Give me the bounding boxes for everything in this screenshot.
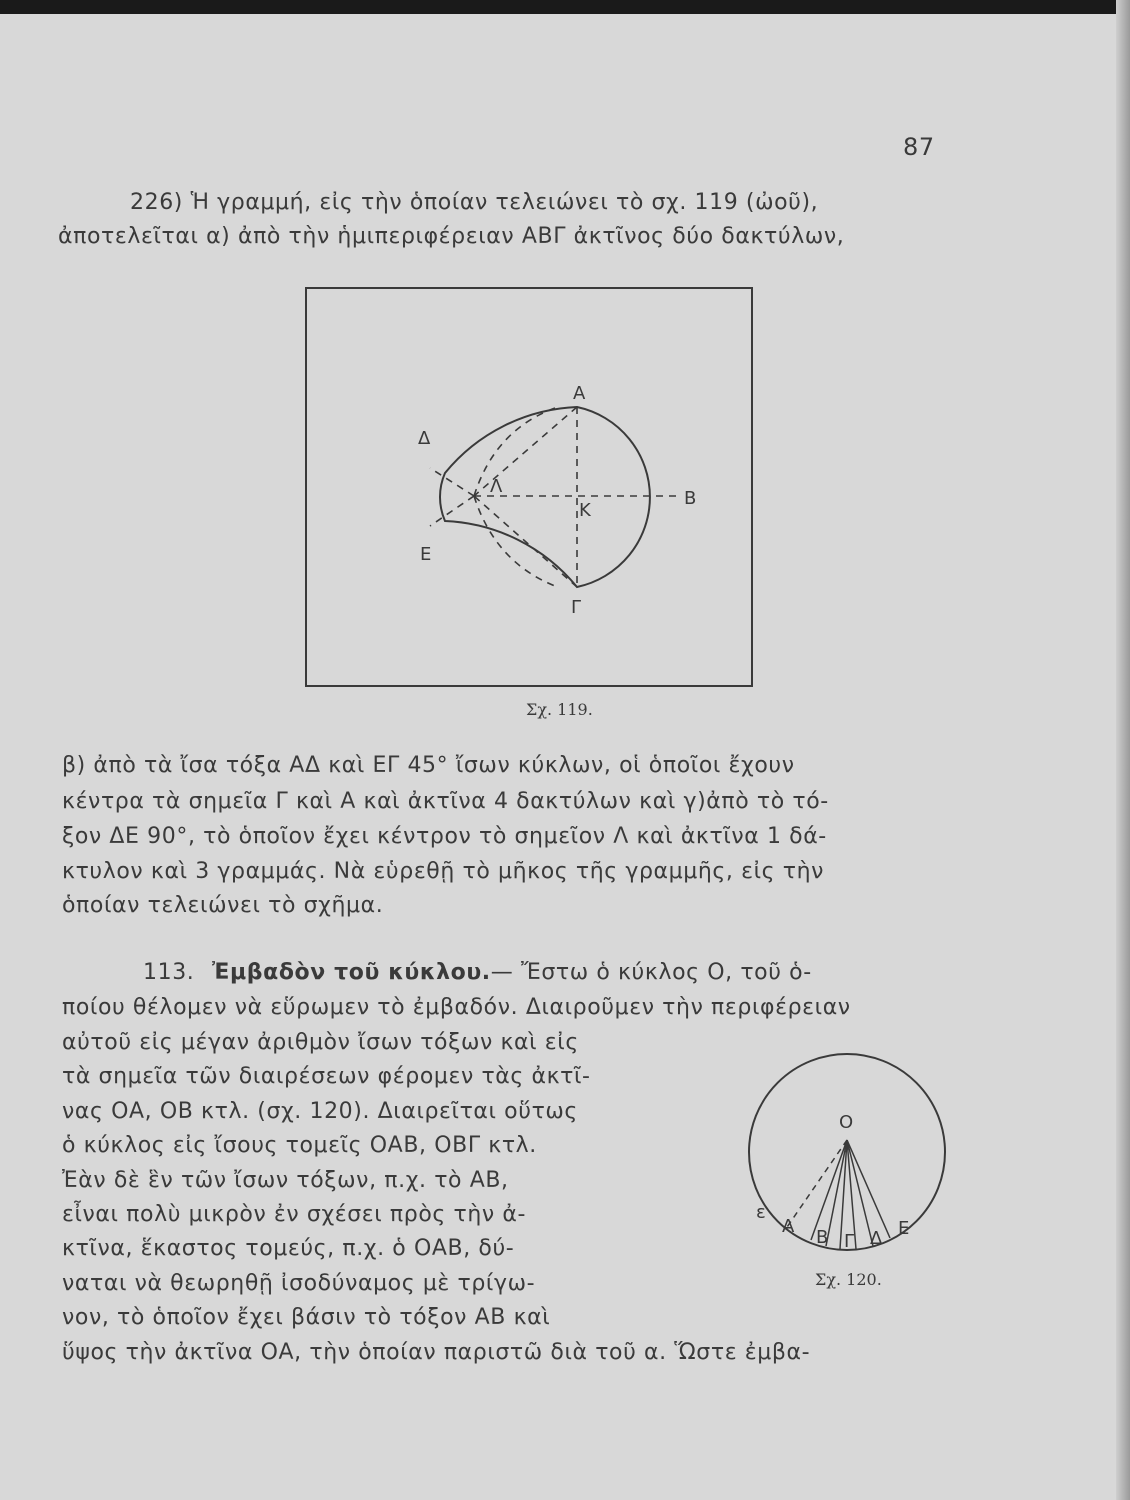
section-113-narrow-line-9: νον, τὸ ὁποῖον ἔχει βάσιν τὸ τόξον ΑΒ καὶ (62, 1305, 551, 1330)
problem-226-cont-line-2: κέντρα τὰ σημεῖα Γ καὶ Α καὶ ἀκτῖνα 4 δακτύλων καὶ γ)ἀπὸ τὸ τό- (62, 789, 829, 814)
fig120-label-D: Δ (870, 1228, 883, 1249)
fig120-label-O: Ο (839, 1112, 854, 1133)
problem-226-line-1: 226) Ἡ γραμμή, εἰς τὴν ὁποίαν τελειώνει τὸ σχ. 119 (ὠοῦ), (130, 190, 819, 215)
fig120-label-G: Γ (844, 1231, 855, 1252)
scan-top-border (0, 0, 1130, 14)
fig119-label-B: Β (684, 488, 697, 509)
section-113-last-line: ὕψος τὴν ἀκτῖνα ΟΑ, τὴν ὁποίαν παριστῶ διὰ τοῦ α. Ὥστε ἐμβα- (62, 1340, 811, 1365)
figure-120 (740, 1050, 960, 1270)
figure-119 (290, 280, 770, 700)
fig119-label-E: Ε (420, 544, 432, 565)
fig119-label-A: Α (573, 383, 586, 404)
section-113-narrow-line-5: Ἐὰν δὲ ἓν τῶν ἴσων τόξων, π.χ. τὸ ΑΒ, (62, 1168, 509, 1193)
scan-right-edge (1116, 0, 1130, 1500)
section-113-narrow-line-6: εἶναι πολὺ μικρὸν ἐν σχέσει πρὸς τὴν ἀ- (62, 1202, 527, 1227)
fig120-label-E: Ε (898, 1218, 910, 1239)
fig120-label-eps: ε (756, 1202, 766, 1223)
fig119-label-D: Δ (418, 428, 431, 449)
fig120-label-B: Β (816, 1227, 829, 1248)
figure-120-caption: Σχ. 120. (815, 1270, 882, 1289)
figure-119-radius-LD (430, 468, 474, 496)
problem-226-line-2: ἀποτελεῖται α) ἀπὸ τὴν ἡμιπεριφέρειαν ΑΒΓ ἀκτῖνος δύο δακτύλων, (58, 224, 845, 249)
section-number: 113. (143, 960, 195, 985)
section-113-narrow-line-4: ὁ κύκλος εἰς ἴσους τομεῖς ΟΑΒ, ΟΒΓ κτλ. (62, 1133, 537, 1158)
section-113-narrow-line-1: αὐτοῦ εἰς μέγαν ἀριθμὸν ἴσων τόξων καὶ εἰς (62, 1030, 579, 1055)
fig120-label-A: Α (782, 1216, 795, 1237)
section-title: Ἐμβαδὸν τοῦ κύκλου. (211, 960, 491, 985)
problem-226-cont-line-1: β) ἀπὸ τὰ ἴσα τόξα ΑΔ καὶ ΕΓ 45° ἴσων κύκλων, οἱ ὁποῖοι ἔχουν (62, 753, 795, 778)
section-113-narrow-line-2: τὰ σημεῖα τῶν διαιρέσεων φέρομεν τὰς ἀκτῖ- (62, 1064, 591, 1089)
section-113-line-2: ποίου θέλομεν νὰ εὕρωμεν τὸ ἐμβαδόν. Διαιροῦμεν τὴν περιφέρειαν (62, 995, 851, 1020)
fig119-label-K: Κ (579, 500, 591, 521)
section-113-line-1-rest: — Ἔστω ὁ κύκλος Ο, τοῦ ὁ- (490, 960, 812, 985)
figure-119-dashed-arc-lower (474, 496, 555, 586)
fig119-label-L: Λ (490, 476, 503, 497)
section-113-narrow-line-3: νας ΟΑ, ΟΒ κτλ. (σχ. 120). Διαιρεῖται οὕτως (62, 1099, 578, 1124)
problem-226-cont-line-4: κτυλον καὶ 3 γραμμάς. Νὰ εὑρεθῇ τὸ μῆκος τῆς γραμμῆς, εἰς τὴν (62, 859, 825, 884)
figure-119-radius-GL (474, 496, 577, 587)
section-113-narrow-line-7: κτῖνα, ἕκαστος τομεύς, π.χ. ὁ ΟΑΒ, δύ- (62, 1236, 515, 1261)
section-113-heading-line (143, 960, 812, 985)
figure-120-circle (749, 1054, 945, 1250)
fig119-label-G: Γ (571, 597, 582, 618)
problem-226-cont-line-5: ὁποίαν τελειώνει τὸ σχῆμα. (62, 893, 384, 918)
section-113-narrow-line-8: ναται νὰ θεωρηθῇ ἰσοδύναμος μὲ τρίγω- (62, 1271, 536, 1296)
problem-226-cont-line-3: ξον ΔΕ 90°, τὸ ὁποῖον ἔχει κέντρον τὸ σημεῖον Λ καὶ ἀκτῖνα 1 δά- (62, 824, 827, 849)
page-number: 87 (903, 133, 935, 161)
figure-119-frame (306, 288, 752, 686)
figure-119-caption: Σχ. 119. (526, 700, 593, 719)
